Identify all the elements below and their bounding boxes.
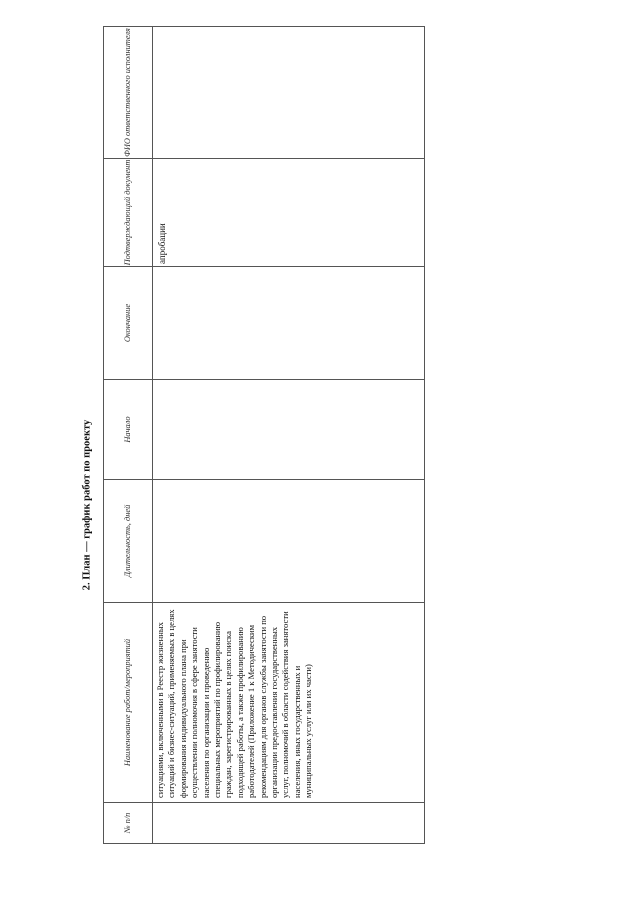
table-header-row	[104, 27, 153, 844]
page-heading-text: 2. План — график работ по проекту	[81, 419, 93, 591]
plan-schedule-table	[103, 26, 425, 844]
header-start: Начало	[104, 380, 153, 480]
header-duration: Длительность, дней	[104, 480, 153, 603]
header-name: Наименование работ/мероприятий	[104, 603, 153, 803]
header-resp: ФИО ответственного исполнителя	[104, 27, 153, 159]
cell-doc-text: апробации	[157, 223, 167, 264]
header-end: Окончание	[104, 267, 153, 380]
cell-resp	[153, 27, 425, 159]
cell-name-text: ситуациями, включенными в Реестр жизненных ситуаций и бизнес-ситуаций, применяемых в целях формирования индивидуального плана при осуществлении полномочия в сфере занятости населения по организации и проведению специальных мероприятий по профилированию граждан, зарегистрированных в целях поиска подходящей работы, а также профилированию работодателей (Приложение 1 к Методическим рекомендациям для органов службы занятости по организации предоставления государственных услуг, полномочий в области содействия занятости населения, иных государственных и муниципальных услуг или их части)	[155, 609, 314, 798]
cell-duration	[153, 480, 425, 603]
table-row	[153, 27, 425, 844]
cell-doc	[153, 159, 425, 267]
cell-name	[153, 603, 425, 803]
header-num: № п/п	[104, 803, 153, 844]
cell-start	[153, 380, 425, 480]
cell-end	[153, 267, 425, 380]
cell-num	[153, 803, 425, 844]
plan-table-container	[103, 27, 425, 844]
header-doc: Подтверждающий документ	[104, 159, 153, 267]
